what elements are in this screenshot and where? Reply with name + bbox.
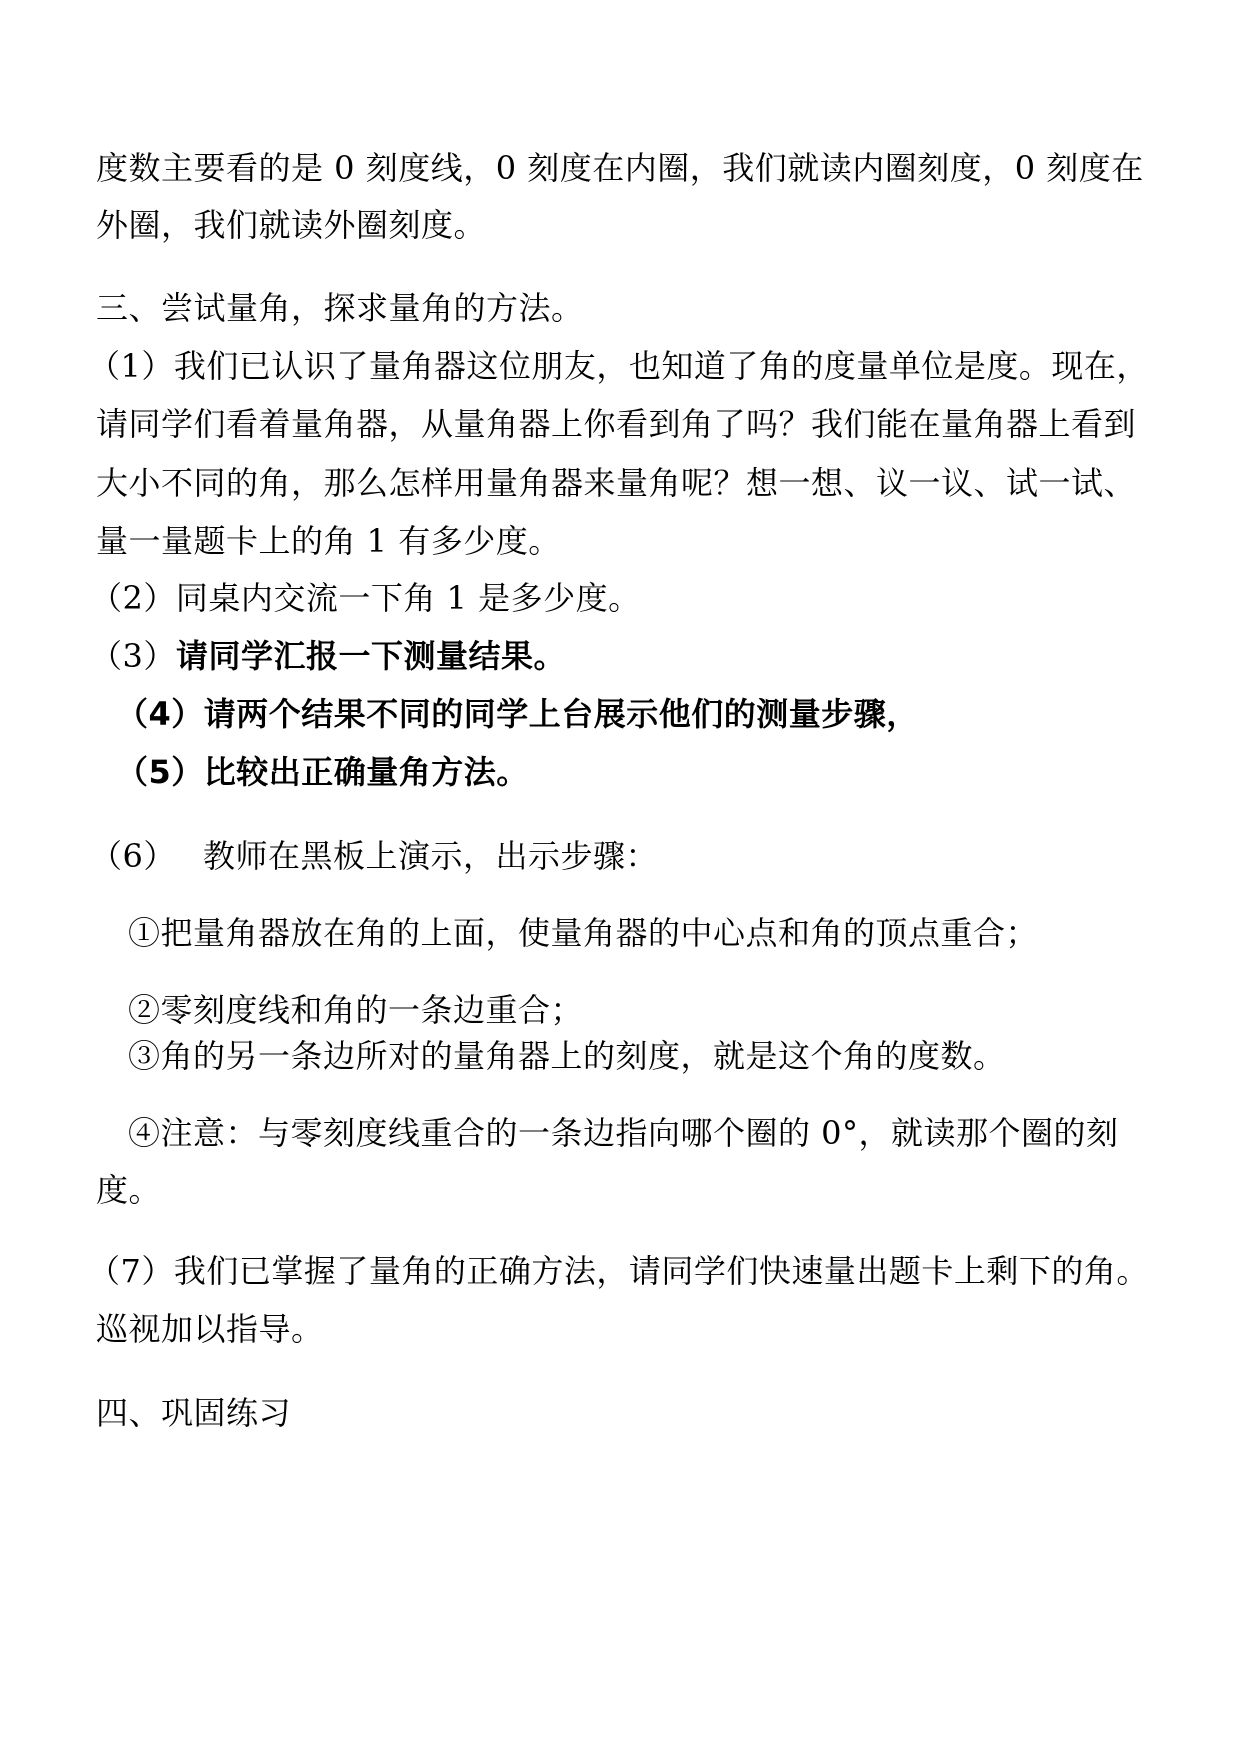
procedure-step: 度。	[96, 1171, 162, 1209]
step-number: （3）	[90, 637, 176, 675]
step-line-bold: 请同学汇报一下测量结果。	[176, 637, 567, 675]
paragraph-line: （1）我们已认识了量角器这位朋友，也知道了角的度量单位是度。现在，	[88, 347, 1149, 385]
section-heading: 三、尝试量角，探求量角的方法。	[96, 289, 584, 327]
paragraph-line: 度数主要看的是 0 刻度线，0 刻度在内圈，我们就读内圈刻度，0 刻度在	[96, 149, 1144, 187]
procedure-step: ②零刻度线和角的一条边重合；	[128, 991, 584, 1029]
paragraph-line: 请同学们看着量角器，从量角器上你看到角了吗？我们能在量角器上看到	[96, 405, 1137, 443]
step-line-bold: （5）比较出正确量角方法。	[116, 753, 529, 791]
procedure-step: ①把量角器放在角的上面，使量角器的中心点和角的顶点重合；	[128, 914, 1039, 952]
section-heading: 四、巩固练习	[96, 1394, 292, 1432]
paragraph-line: 大小不同的角，那么怎样用量角器来量角呢？想一想、议一议、试一试、	[96, 464, 1137, 502]
paragraph-line: 外圈，我们就读外圈刻度。	[96, 206, 487, 244]
step-line-bold: （4）请两个结果不同的同学上台展示他们的测量步骤，	[116, 695, 919, 733]
step-line: （6） 教师在黑板上演示，出示步骤：	[90, 837, 659, 875]
paragraph-line: 量一量题卡上的角 1 有多少度。	[96, 522, 561, 560]
procedure-step: ③角的另一条边所对的量角器上的刻度，就是这个角的度数。	[128, 1037, 1006, 1075]
step-line: （2）同桌内交流一下角 1 是多少度。	[90, 579, 641, 617]
procedure-step: ④注意：与零刻度线重合的一条边指向哪个圈的 0°，就读那个圈的刻	[128, 1114, 1119, 1152]
paragraph-line: 巡视加以指导。	[96, 1310, 324, 1348]
paragraph-line: （7）我们已掌握了量角的正确方法，请同学们快速量出题卡上剩下的角。	[88, 1252, 1149, 1290]
